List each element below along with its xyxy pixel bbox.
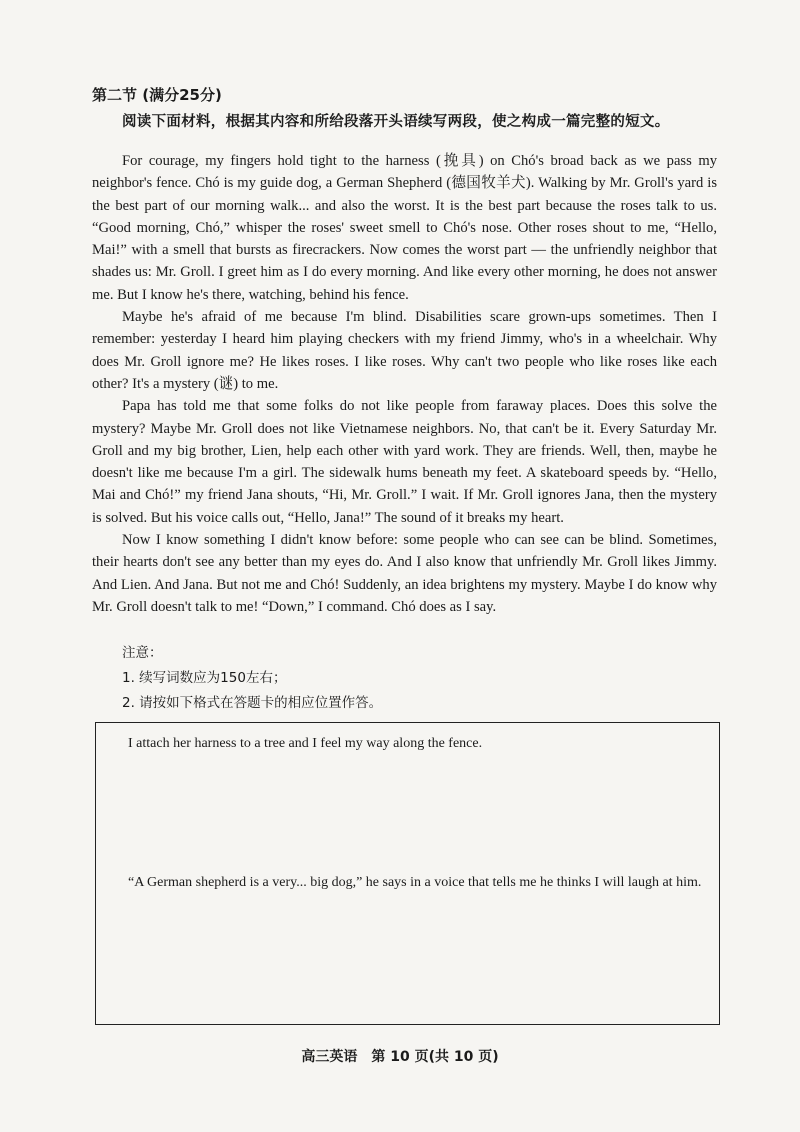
note-item-2: 2. 请按如下格式在答题卡的相应位置作答。 [122,695,383,711]
passage-paragraph-1: For courage, my fingers hold tight to the harness (挽具) on Chó's broad back as we pass my neighbor's fence. Chó is my guide dog, a German Shepherd (德国牧羊犬). Walking by Mr. Groll's yard is the best part of our morning walk... and also the worst. It is the best part because the roses talk to us. “Good morning, Chó,” whisper the roses' sweet smell to Chó's nose. Other roses shout to me, “Hello, Mai!” with a smell that bursts as firecrackers. Now comes the worst part — the unfriendly neighbor that shades us: Mr. Groll. I greet him as I do every morning. And like every other morning, he does not answer me. But I know he's there, watching, behind his fence. [92,153,717,303]
section-title: 第二节 (满分25分) [92,86,222,104]
page-footer: 高三英语 第 10 页(共 10 页) [301,1049,499,1065]
instruction-text: 阅读下面材料，根据其内容和所给段落开头语续写两段，使之构成一篇完整的短文。 [122,114,670,130]
passage-paragraph-4: Now I know something I didn't know before: some people who can see can be blind. Sometimes, their hearts don't see any better than my eyes do. And I also know that unfriendly Mr. Groll likes Jimmy. And Lien. And Jana. But not me and Chó! Suddenly, an idea brightens my mystery. Maybe I do know why Mr. Groll doesn't talk to me! “Down,” I command. Chó does as I say. [92,532,717,615]
passage-paragraph-2: Maybe he's afraid of me because I'm blind. Disabilities scare grown-ups sometimes. Then I remember: yesterday I heard him playing checkers with my friend Jimmy, who's in a wheelchair. Why does Mr. Groll ignore me? He likes roses. I like roses. Why can't two people who like roses like each other? It's a mystery (谜) to me. [92,309,717,392]
paragraph-opening-2: “A German shepherd is a very... big dog,” he says in a voice that tells me he thinks I will laugh at him. [128,875,702,890]
paragraph-opening-1: I attach her harness to a tree and I feel my way along the fence. [128,736,483,751]
notes-section [122,641,382,716]
notes-heading: 注意： [122,645,163,661]
note-item-1: 1. 续写词数应为150左右； [122,670,287,686]
reading-passage [92,150,717,618]
passage-paragraph-3: Papa has told me that some folks do not like people from faraway places. Does this solve the mystery? Maybe Mr. Groll does not like Vietnamese neighbors. No, that can't be it. Every Saturday Mr. Groll and my big brother, Lien, help each other with yard work. They are friends. Well, then, maybe he doesn't like me because I'm a girl. The sidewalk hums beneath my feet. A skateboard speeds by. “Hello, Mai and Chó!” my friend Jana shouts, “Hi, Mr. Groll.” I wait. If Mr. Groll ignores Jana, then the mystery is solved. But his voice calls out, “Hello, Jana!” The sound of it breaks my heart. [92,398,717,526]
answer-box [95,722,720,1025]
